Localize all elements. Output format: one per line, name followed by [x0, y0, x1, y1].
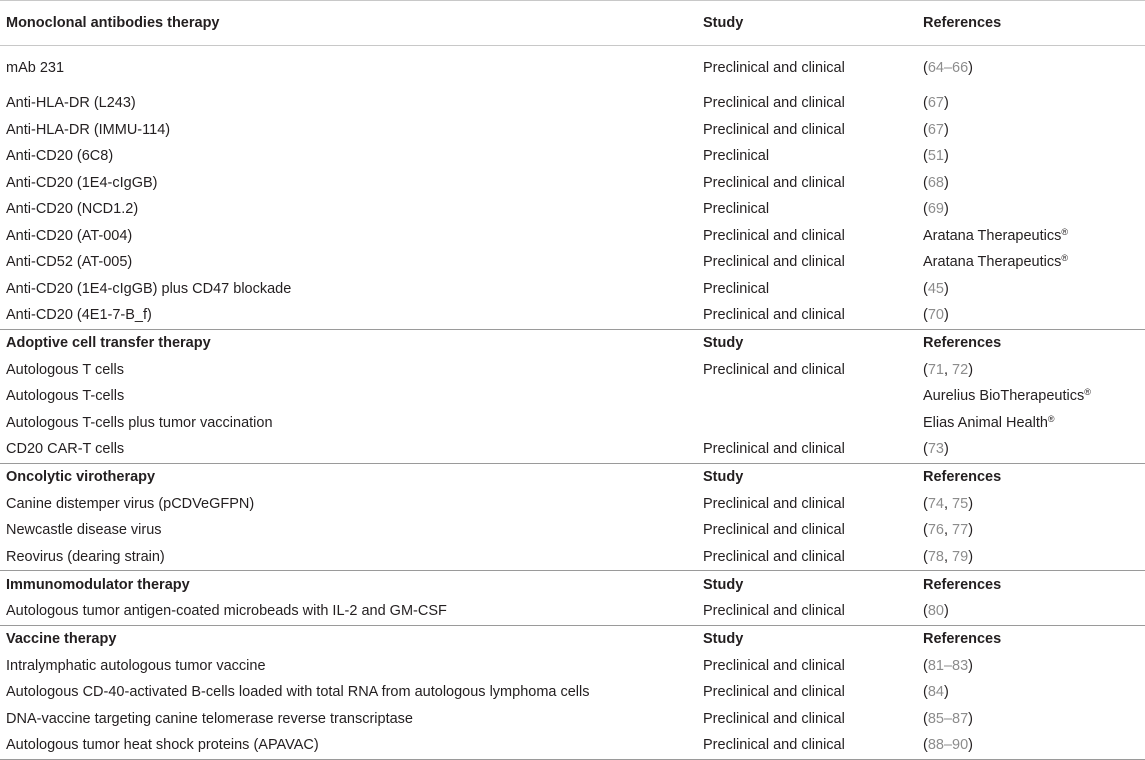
reference-link[interactable]: 74: [927, 495, 944, 512]
therapy-cell: Autologous tumor antigen-coated microbeads with IL-2 and GM-CSF: [6, 603, 447, 620]
study-cell: Preclinical and clinical: [703, 657, 845, 674]
reference-link[interactable]: 77: [952, 522, 969, 539]
reference-text: ,: [943, 495, 953, 512]
therapy-cell: Autologous T cells: [6, 361, 124, 378]
table-row: [0, 653, 1145, 680]
reference-link[interactable]: 45: [927, 280, 944, 297]
references-cell: [917, 732, 1145, 759]
therapy-cell: mAb 231: [6, 60, 65, 76]
section-header-row: [0, 329, 1145, 357]
therapy-cell: Anti-HLA-DR (L243): [6, 95, 136, 112]
therapy-cell: DNA-vaccine targeting canine telomerase reverse transcriptase: [6, 710, 413, 727]
reference-text: ): [943, 148, 949, 165]
therapy-cell: Anti-CD20 (1E4-cIgGB): [6, 174, 158, 191]
table-row: [0, 517, 1145, 544]
reference-text: (: [923, 522, 928, 539]
reference-text: ,: [943, 361, 953, 378]
therapy-cell: Reovirus (dearing strain): [6, 548, 165, 565]
table-row: [0, 223, 1145, 250]
reference-text: (: [923, 201, 928, 218]
registered-mark: ®: [1084, 387, 1091, 398]
reference-text: (: [923, 280, 928, 297]
column-header-references: References: [917, 625, 1145, 653]
therapy-cell: Anti-CD20 (6C8): [6, 148, 114, 165]
reference-text: ): [968, 548, 974, 565]
column-header-study: Study: [697, 463, 917, 491]
column-header-study: Study: [697, 625, 917, 653]
references-cell: [917, 117, 1145, 144]
table-row: [0, 491, 1145, 518]
table-row: [0, 679, 1145, 706]
section-title: Adoptive cell transfer therapy: [0, 329, 697, 357]
section-title: Monoclonal antibodies therapy: [0, 1, 697, 46]
references-cell: [917, 544, 1145, 571]
table-row: [0, 383, 1145, 410]
reference-text: (: [923, 548, 928, 565]
table-row: [0, 732, 1145, 759]
registered-mark: ®: [1061, 253, 1069, 264]
reference-text: (: [923, 441, 928, 458]
references-cell: [917, 90, 1145, 117]
table-row: [0, 544, 1145, 571]
references-cell: [917, 679, 1145, 706]
reference-text: (: [923, 95, 928, 112]
table-row: [0, 276, 1145, 303]
section-title: Oncolytic virotherapy: [0, 463, 697, 491]
reference-link[interactable]: 88–90: [927, 737, 969, 754]
references-cell: [917, 491, 1145, 518]
table-row: [0, 410, 1145, 437]
reference-link[interactable]: 64–66: [927, 60, 969, 76]
study-cell: Preclinical: [703, 201, 770, 218]
study-cell: Preclinical and clinical: [703, 710, 845, 727]
reference-link[interactable]: 78: [927, 548, 944, 565]
reference-link[interactable]: 67: [927, 95, 944, 112]
table-row: [0, 90, 1145, 117]
references-cell: [917, 410, 1145, 437]
reference-link[interactable]: 85–87: [927, 710, 969, 727]
reference-text: ): [968, 522, 974, 539]
references-cell: [917, 223, 1145, 250]
study-cell: Preclinical and clinical: [703, 254, 845, 271]
reference-text: (: [923, 603, 928, 620]
therapy-cell: Anti-CD20 (4E1-7-B_f): [6, 307, 152, 324]
table-row: [0, 46, 1145, 91]
reference-link[interactable]: 70: [927, 307, 944, 324]
reference-link[interactable]: 71: [927, 361, 944, 378]
reference-text: (: [923, 684, 928, 701]
reference-link[interactable]: 68: [927, 174, 944, 191]
study-cell: Preclinical and clinical: [703, 60, 845, 76]
therapy-cell: Anti-HLA-DR (IMMU-114): [6, 121, 171, 138]
table-row: [0, 196, 1145, 223]
therapy-cell: CD20 CAR-T cells: [6, 441, 125, 458]
reference-text: (: [923, 361, 928, 378]
registered-mark: ®: [1047, 413, 1055, 424]
study-cell: [697, 383, 917, 410]
reference-link[interactable]: 67: [927, 121, 944, 138]
reference-text: (: [923, 121, 928, 138]
reference-link[interactable]: 72: [952, 361, 969, 378]
table-row: [0, 357, 1145, 384]
study-cell: Preclinical and clinical: [703, 95, 845, 112]
study-cell: Preclinical and clinical: [703, 361, 845, 378]
study-cell: Preclinical and clinical: [703, 603, 845, 620]
section-header-row: [0, 571, 1145, 599]
table-row: [0, 598, 1145, 625]
therapy-cell: Intralymphatic autologous tumor vaccine: [6, 657, 266, 674]
reference-link[interactable]: 51: [927, 148, 944, 165]
reference-text: ): [968, 657, 974, 674]
reference-link[interactable]: 69: [927, 201, 944, 218]
section-header-row: [0, 463, 1145, 491]
reference-text: (: [923, 657, 928, 674]
therapy-cell: Anti-CD20 (1E4-cIgGB) plus CD47 blockade: [6, 280, 292, 297]
references-cell: [917, 276, 1145, 303]
reference-text: ): [943, 307, 949, 324]
reference-text: ): [968, 361, 974, 378]
references-cell: [917, 653, 1145, 680]
study-cell: Preclinical and clinical: [703, 522, 845, 539]
reference-text: (: [923, 148, 928, 165]
section-title: Vaccine therapy: [0, 625, 697, 653]
reference-text: ,: [943, 548, 953, 565]
reference-text: Aurelius BioTherapeutics: [923, 388, 1085, 405]
reference-link[interactable]: 81–83: [927, 657, 969, 674]
reference-text: (: [923, 60, 928, 76]
study-cell: [697, 410, 917, 437]
references-cell: [917, 706, 1145, 733]
section-header-row: [0, 625, 1145, 653]
reference-link[interactable]: 80: [927, 603, 944, 620]
table-row: [0, 249, 1145, 276]
study-cell: Preclinical and clinical: [703, 684, 845, 701]
column-header-references: References: [917, 1, 1145, 46]
therapy-cell: Newcastle disease virus: [6, 522, 162, 539]
table-row: [0, 706, 1145, 733]
study-cell: Preclinical and clinical: [703, 174, 845, 191]
table-row: [0, 117, 1145, 144]
references-cell: [917, 517, 1145, 544]
study-cell: Preclinical and clinical: [703, 121, 845, 138]
reference-text: ): [968, 60, 974, 76]
reference-text: (: [923, 495, 928, 512]
column-header-references: References: [917, 463, 1145, 491]
study-cell: Preclinical and clinical: [703, 495, 845, 512]
reference-text: ): [968, 710, 974, 727]
reference-text: ): [943, 280, 949, 297]
section-header-row: [0, 1, 1145, 46]
table-row: [0, 170, 1145, 197]
reference-text: Aratana Therapeutics: [923, 254, 1062, 271]
reference-text: ): [943, 95, 949, 112]
reference-link[interactable]: 73: [927, 441, 944, 458]
therapy-cell: Canine distemper virus (pCDVeGFPN): [6, 495, 255, 512]
reference-text: (: [923, 737, 928, 754]
references-cell: [917, 249, 1145, 276]
column-header-references: References: [917, 329, 1145, 357]
study-cell: Preclinical: [703, 280, 770, 297]
references-cell: [917, 598, 1145, 625]
reference-link[interactable]: 75: [952, 495, 969, 512]
references-cell: [917, 302, 1145, 329]
section-title: Immunomodulator therapy: [0, 571, 697, 599]
reference-text: Elias Animal Health: [923, 414, 1048, 431]
reference-link[interactable]: 76: [927, 522, 944, 539]
table-body: [0, 1, 1145, 760]
study-cell: Preclinical and clinical: [703, 548, 845, 565]
table-row: [0, 302, 1145, 329]
therapy-cell: Autologous CD-40-activated B-cells loaded with total RNA from autologous lymphoma cells: [6, 684, 590, 701]
therapy-cell: Anti-CD20 (AT-004): [6, 227, 133, 244]
therapy-cell: Autologous T-cells: [6, 388, 125, 405]
references-cell: [917, 170, 1145, 197]
reference-text: (: [923, 710, 928, 727]
reference-text: ): [943, 603, 949, 620]
reference-text: ): [943, 174, 949, 191]
reference-text: ): [943, 201, 949, 218]
reference-text: ,: [943, 522, 953, 539]
references-cell: [917, 46, 1145, 91]
study-cell: Preclinical and clinical: [703, 227, 845, 244]
reference-text: ): [968, 737, 974, 754]
reference-link[interactable]: 84: [927, 684, 944, 701]
table-row: [0, 143, 1145, 170]
registered-mark: ®: [1061, 226, 1069, 237]
reference-text: ): [968, 495, 974, 512]
references-cell: [917, 357, 1145, 384]
reference-text: ): [943, 121, 949, 138]
study-cell: Preclinical: [703, 148, 770, 165]
column-header-study: Study: [697, 1, 917, 46]
references-cell: [917, 196, 1145, 223]
study-cell: Preclinical and clinical: [697, 732, 917, 759]
references-cell: [917, 143, 1145, 170]
therapy-cell: Anti-CD20 (NCD1.2): [6, 201, 139, 218]
column-header-study: Study: [697, 329, 917, 357]
reference-text: Aratana Therapeutics: [923, 227, 1062, 244]
therapy-cell: Anti-CD52 (AT-005): [6, 254, 133, 271]
reference-text: ): [943, 441, 949, 458]
therapy-cell: Autologous T-cells plus tumor vaccination: [6, 414, 273, 431]
reference-text: ): [943, 684, 949, 701]
reference-text: (: [923, 174, 928, 191]
reference-text: (: [923, 307, 928, 324]
therapy-cell: Autologous tumor heat shock proteins (APAVAC): [0, 732, 697, 759]
column-header-references: References: [917, 571, 1145, 599]
references-cell: [917, 436, 1145, 463]
table-row: [0, 436, 1145, 463]
reference-link[interactable]: 79: [952, 548, 969, 565]
column-header-study: Study: [697, 571, 917, 599]
references-cell: [917, 383, 1145, 410]
study-cell: Preclinical and clinical: [703, 441, 845, 458]
study-cell: Preclinical and clinical: [703, 307, 845, 324]
